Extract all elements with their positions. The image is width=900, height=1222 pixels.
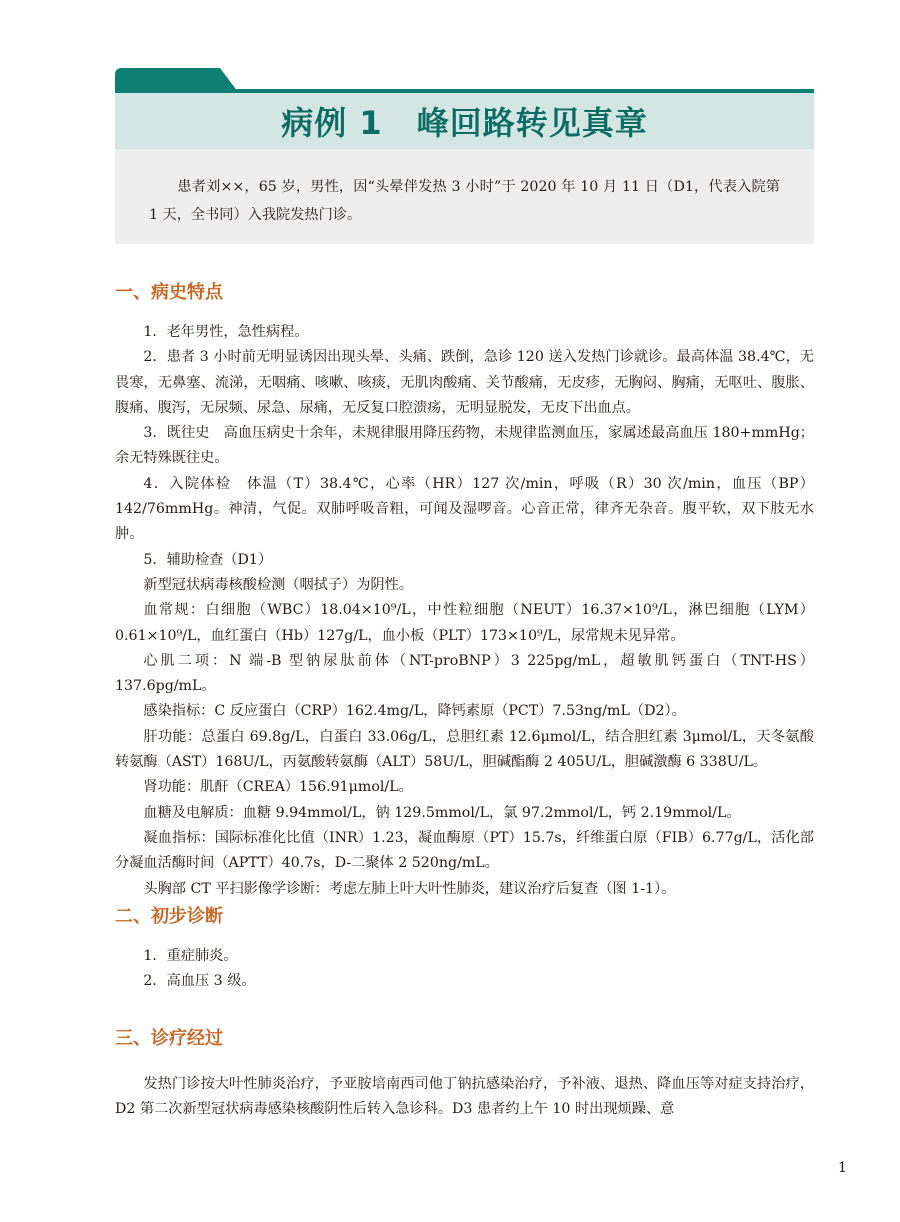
- section-heading-diagnosis: 二、初步诊断: [115, 906, 223, 927]
- section-body-history: [115, 320, 814, 902]
- paragraph: 新型冠状病毒核酸检测（咽拭子）为阴性。: [143, 576, 413, 593]
- paragraph: 肝功能：总蛋白 69.8g/L，白蛋白 33.06g/L，总胆红素 12.6μmol/L，结合胆红素 3μmol/L，天冬氨酸转氨酶（AST）168U/L，丙氨酸转氨酶（ALT）58U/L，胆碱酯酶 2 405U/L，胆碱激酶 6 338U/L。: [115, 728, 814, 771]
- paragraph: 凝血指标：国际标准化比值（INR）1.23，凝血酶原（PT）15.7s，纤维蛋白原（FIB）6.77g/L，活化部分凝血活酶时间（APTT）40.7s，D-二聚体 2 520ng/mL。: [115, 829, 814, 872]
- section-heading-history: 一、病史特点: [115, 282, 223, 303]
- paragraph: 2．高血压 3 级。: [143, 973, 256, 990]
- page-number: 1: [838, 1160, 847, 1176]
- paragraph: 5．辅助检查（D1）: [143, 551, 273, 568]
- paragraph: 4．入院体检 体温（T）38.4℃，心率（HR）127 次/min，呼吸（R）30 次/min，血压（BP）142/76mmHg。神清，气促。双肺呼吸音粗，可闻及湿啰音。心音正常，律齐无杂音。腹平软，双下肢无水肿。: [115, 475, 814, 543]
- paragraph: 头胸部 CT 平扫影像学诊断：考虑左肺上叶大叶性肺炎，建议治疗后复查（图 1-1）。: [143, 880, 676, 897]
- paragraph: 1．老年男性，急性病程。: [143, 324, 309, 340]
- paragraph: 2．患者 3 小时前无明显诱因出现头晕、头痛、跌倒，急诊 120 送入发热门诊就诊。最高体温 38.4℃，无畏寒，无鼻塞、流涕，无咽痛、咳嗽、咳痰，无肌肉酸痛、关节酸痛，无皮疹，无胸闷、胸痛，无呕吐、腹胀、腹痛、腹泻，无尿频、尿急、尿痛，无反复口腔溃疡，无明显脱发，无皮下出血点。: [115, 349, 814, 416]
- case-number: 病例 1: [281, 104, 383, 142]
- title-band: [115, 93, 814, 149]
- paragraph: 血糖及电解质：血糖 9.94mmol/L，钠 129.5mmol/L，氯 97.2mmol/L，钙 2.19mmol/L。: [143, 804, 741, 821]
- section-body-treatment: [115, 1072, 814, 1123]
- paragraph: 3．既往史 高血压病史十余年，未规律服用降压药物，未规律监测血压，家属述最高血压 180+mmHg；余无特殊既往史。: [115, 425, 814, 467]
- paragraph: 血常规：白细胞（WBC）18.04×10⁹/L，中性粒细胞（NEUT）16.37×10⁹/L，淋巴细胞（LYM）0.61×10⁹/L，血红蛋白（Hb）127g/L，血小板（PLT）173×10⁹/L，尿常规未见异常。: [115, 602, 814, 644]
- paragraph: 心肌二项：N 端-B 型钠尿肽前体（NT-proBNP）3 225pg/mL，超敏肌钙蛋白（TNT-HS）137.6pg/mL。: [115, 652, 814, 695]
- paragraph: 感染指标：C 反应蛋白（CRP）162.4mg/L，降钙素原（PCT）7.53ng/mL（D2）。: [143, 703, 686, 720]
- case-title: [281, 98, 647, 144]
- intro-paragraph: 患者刘××，65 岁，男性，因“头晕伴发热 3 小时”于 2020 年 10 月 11 日（D1，代表入院第 1 天，全书同）入我院发热门诊。: [149, 179, 780, 223]
- section-heading-treatment: 三、诊疗经过: [115, 1028, 223, 1049]
- case-name: 峰回路转见真章: [416, 104, 648, 142]
- paragraph: 发热门诊按大叶性肺炎治疗，予亚胺培南西司他丁钠抗感染治疗，予补液、退热、降血压等对症支持治疗，D2 第二次新型冠状病毒感染核酸阴性后转入急诊科。D3 患者约上午 10 时出现烦躁、意: [115, 1076, 814, 1118]
- intro-box: [115, 149, 814, 244]
- section-body-diagnosis: [115, 944, 814, 995]
- paragraph: 1．重症肺炎。: [143, 948, 238, 964]
- paragraph: 肾功能：肌酐（CREA）156.91μmol/L。: [143, 779, 413, 796]
